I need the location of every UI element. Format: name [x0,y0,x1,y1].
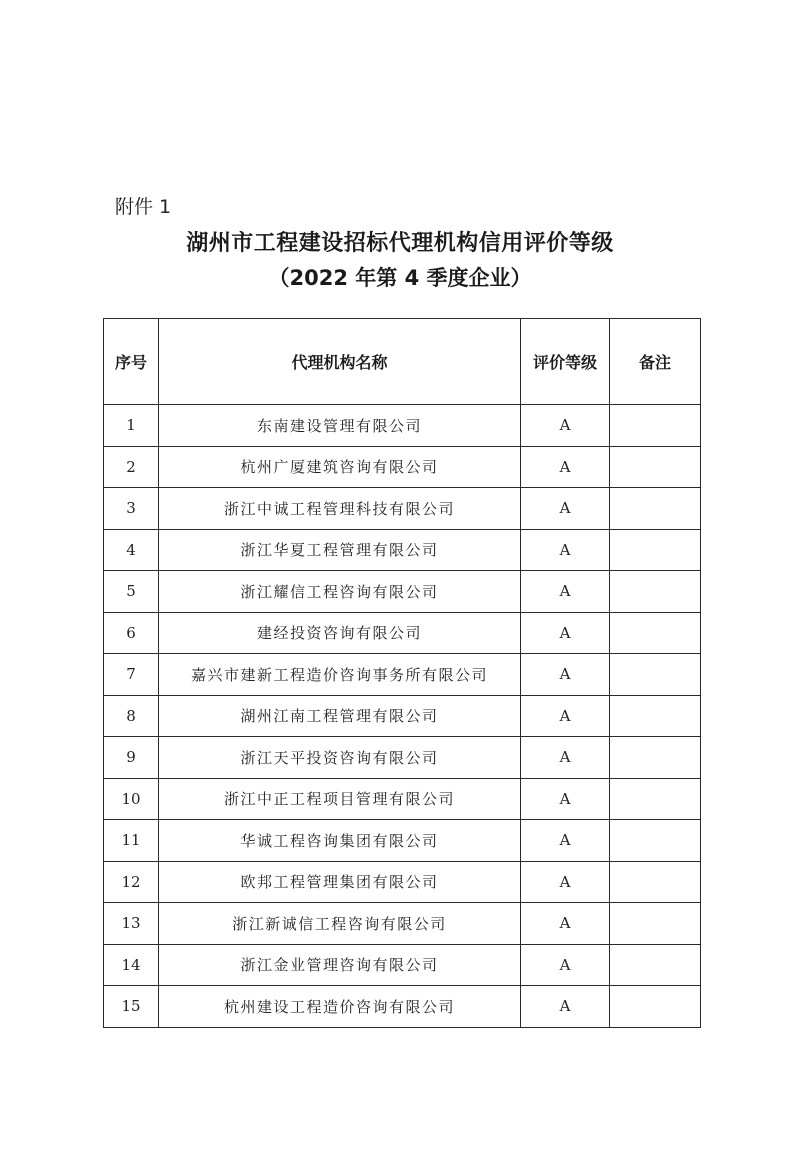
row-note [610,405,701,447]
table-row [104,529,701,571]
row-agency-name: 浙江新诚信工程咨询有限公司 [159,903,521,945]
row-grade: A [521,571,610,613]
row-agency-name: 华诚工程咨询集团有限公司 [159,820,521,862]
row-seq: 2 [104,446,159,488]
row-agency-name: 欧邦工程管理集团有限公司 [159,861,521,903]
row-grade: A [521,695,610,737]
row-seq: 5 [104,571,159,613]
table-header-row [104,319,701,405]
row-grade: A [521,737,610,779]
row-grade: A [521,405,610,447]
row-note [610,571,701,613]
row-agency-name: 浙江中正工程项目管理有限公司 [159,778,521,820]
row-agency-name: 浙江天平投资咨询有限公司 [159,737,521,779]
table-row [104,612,701,654]
row-seq: 8 [104,695,159,737]
row-note [610,986,701,1028]
row-note [610,861,701,903]
row-grade: A [521,654,610,696]
row-note [610,944,701,986]
row-agency-name: 建经投资咨询有限公司 [159,612,521,654]
header-agency-name: 代理机构名称 [159,319,521,405]
row-seq: 4 [104,529,159,571]
table-row [104,446,701,488]
row-note [610,737,701,779]
row-agency-name: 浙江中诚工程管理科技有限公司 [159,488,521,530]
row-grade: A [521,861,610,903]
row-agency-name: 湖州江南工程管理有限公司 [159,695,521,737]
row-seq: 13 [104,903,159,945]
row-note [610,612,701,654]
header-seq: 序号 [104,319,159,405]
row-seq: 14 [104,944,159,986]
row-note [610,778,701,820]
header-grade: 评价等级 [521,319,610,405]
row-seq: 1 [104,405,159,447]
row-agency-name: 嘉兴市建新工程造价咨询事务所有限公司 [159,654,521,696]
row-grade: A [521,529,610,571]
attachment-label: 附件 1 [115,196,172,218]
row-seq: 10 [104,778,159,820]
row-agency-name: 浙江耀信工程咨询有限公司 [159,571,521,613]
table-row [104,944,701,986]
row-note [610,820,701,862]
row-grade: A [521,488,610,530]
header-note: 备注 [610,319,701,405]
row-seq: 12 [104,861,159,903]
row-seq: 11 [104,820,159,862]
table-row [104,820,701,862]
row-agency-name: 杭州建设工程造价咨询有限公司 [159,986,521,1028]
table-row [104,654,701,696]
row-seq: 6 [104,612,159,654]
row-seq: 9 [104,737,159,779]
row-agency-name: 浙江华夏工程管理有限公司 [159,529,521,571]
row-seq: 3 [104,488,159,530]
table-row [104,405,701,447]
row-note [610,695,701,737]
table-row [104,861,701,903]
row-grade: A [521,944,610,986]
row-grade: A [521,446,610,488]
table-row [104,737,701,779]
row-agency-name: 浙江金业管理咨询有限公司 [159,944,521,986]
document-title: 湖州市工程建设招标代理机构信用评价等级 [186,231,614,256]
row-agency-name: 东南建设管理有限公司 [159,405,521,447]
row-note [610,488,701,530]
row-note [610,903,701,945]
row-grade: A [521,986,610,1028]
table-row [104,695,701,737]
row-grade: A [521,903,610,945]
table-row [104,571,701,613]
row-note [610,529,701,571]
row-agency-name: 杭州广厦建筑咨询有限公司 [159,446,521,488]
row-note [610,446,701,488]
table-row [104,778,701,820]
row-grade: A [521,612,610,654]
document-subtitle: （2022 年第 4 季度企业） [268,266,532,290]
row-grade: A [521,820,610,862]
table-body [104,405,701,1028]
row-seq: 7 [104,654,159,696]
credit-rating-table [103,318,701,1028]
table-row [104,903,701,945]
row-grade: A [521,778,610,820]
table-row [104,488,701,530]
row-seq: 15 [104,986,159,1028]
row-note [610,654,701,696]
table-row [104,986,701,1028]
